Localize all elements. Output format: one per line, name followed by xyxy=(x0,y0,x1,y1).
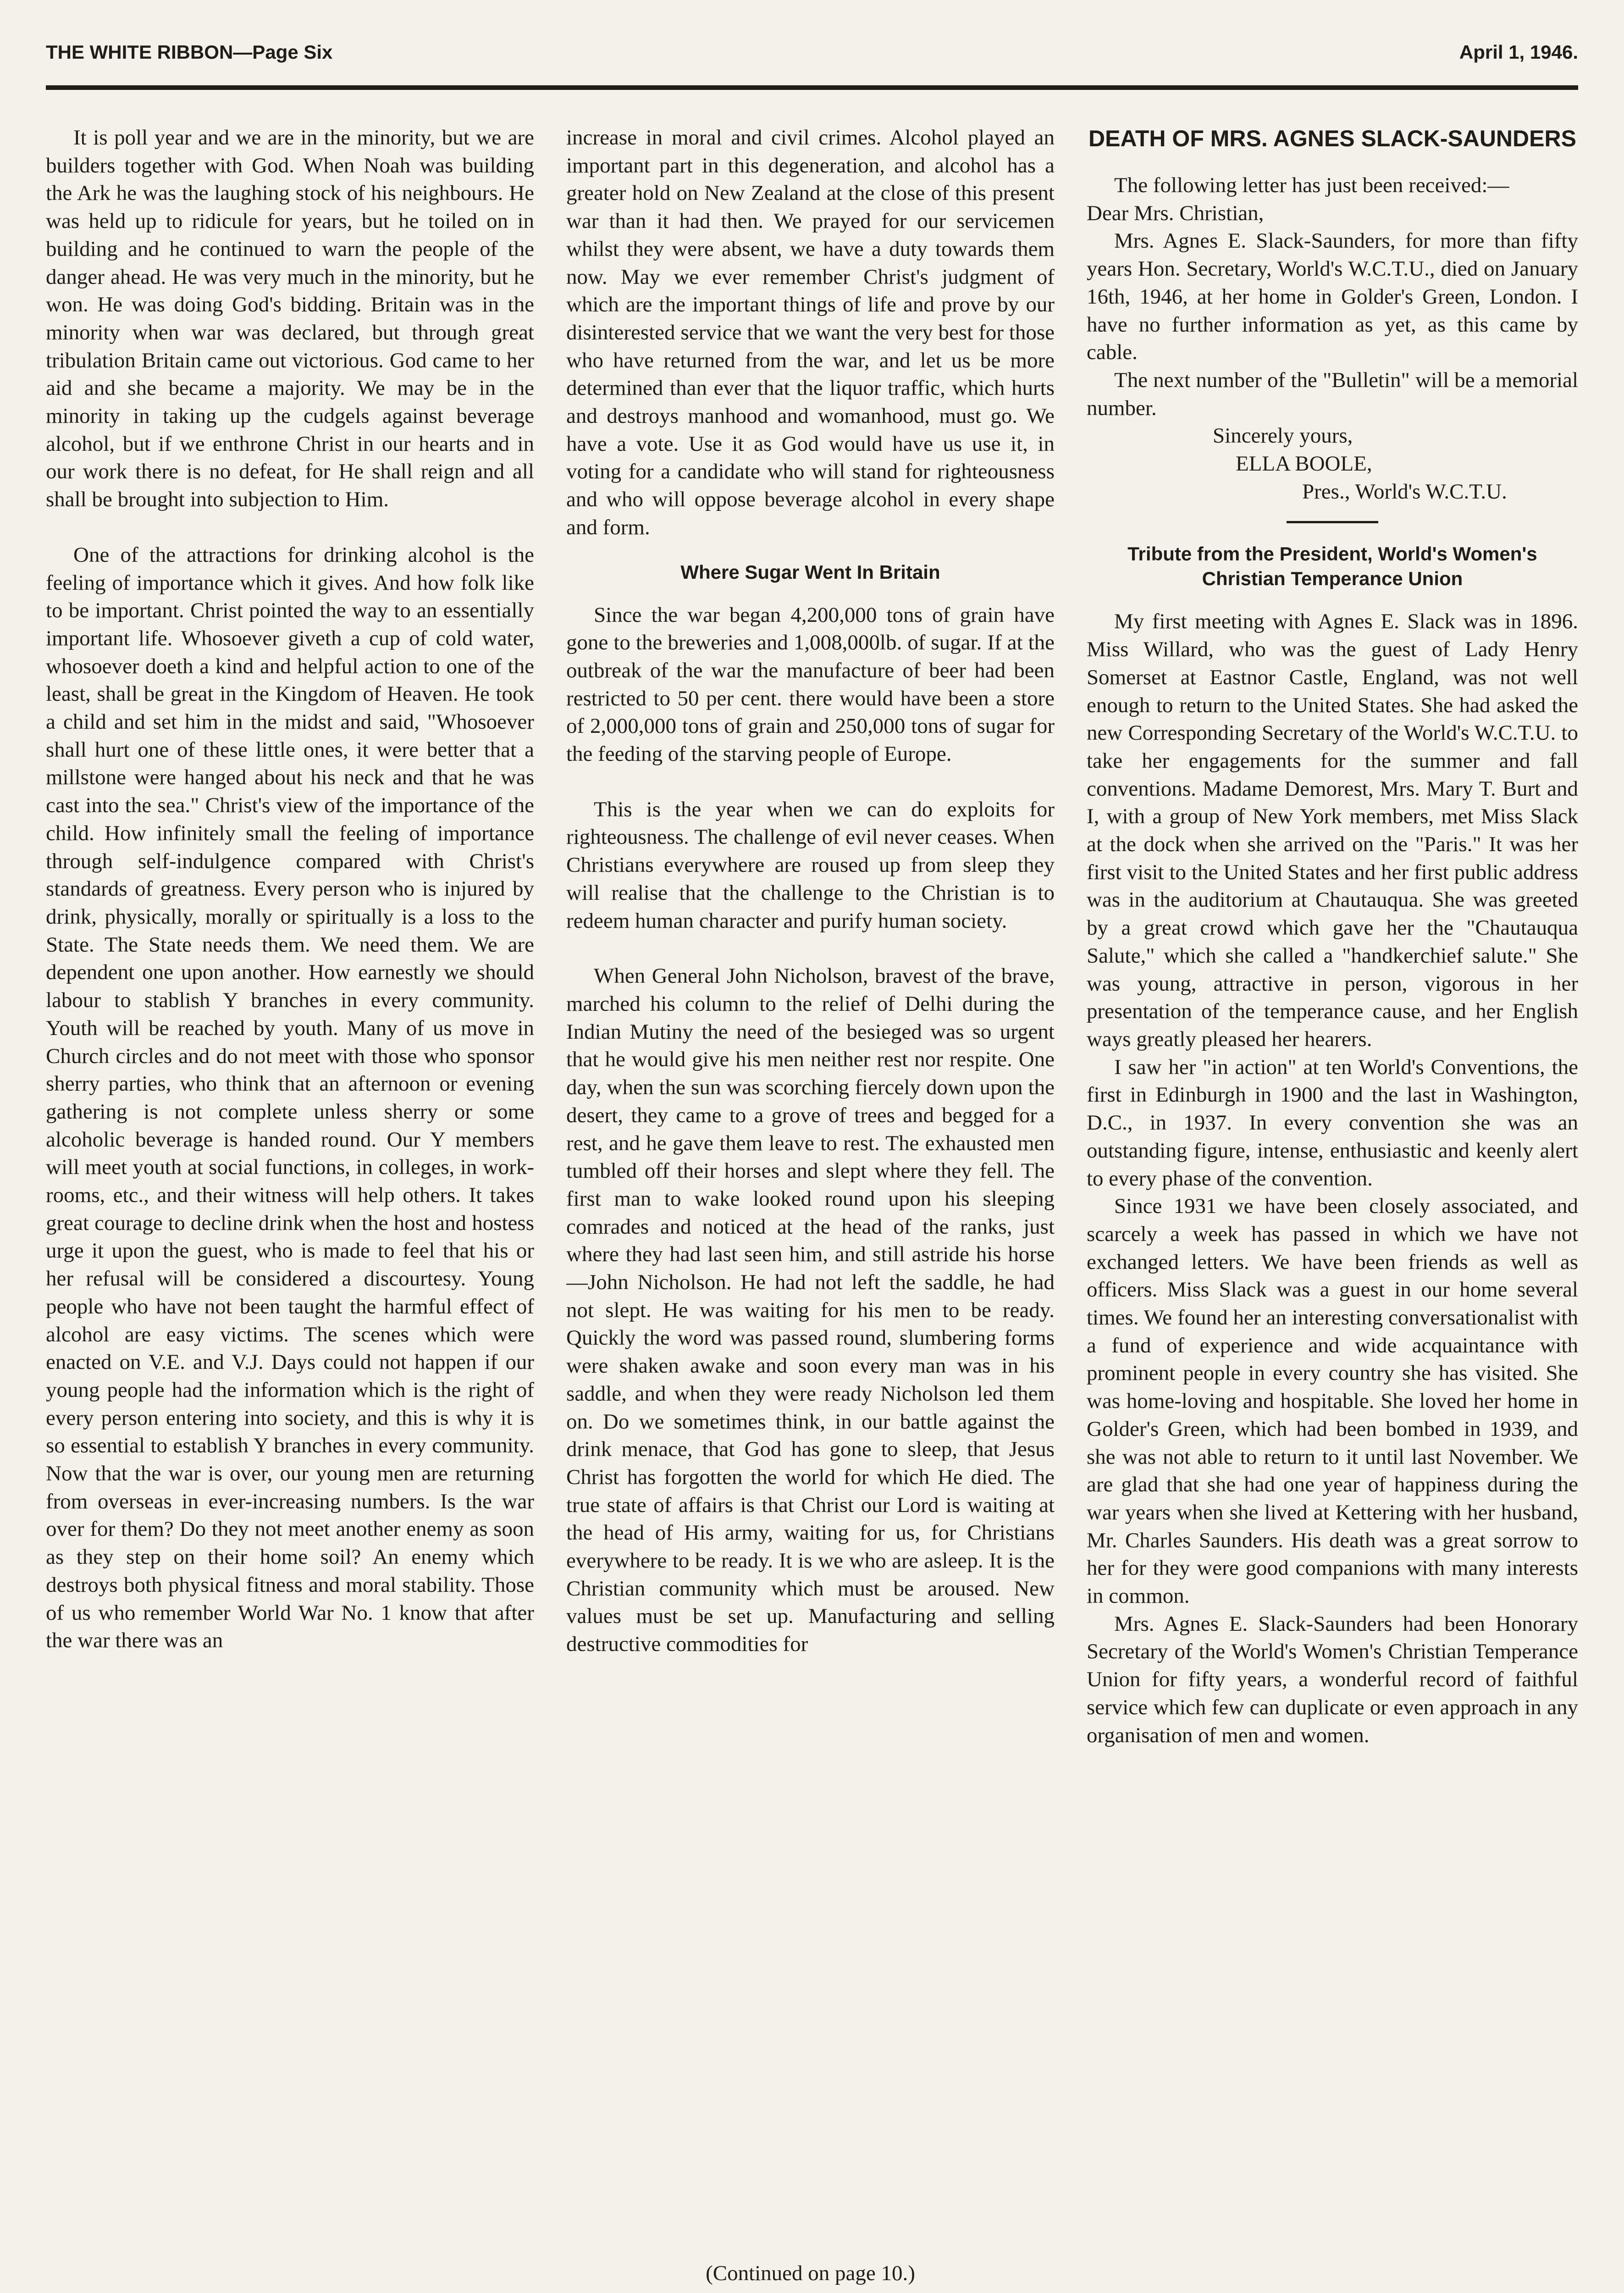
col2-paragraph-2: Since the war began 4,200,000 tons of grain have gone to the breweries and 1,008,000lb. of sugar. If at the outbreak of the war the manufacture of beer had been restricted to 50 per cent. there would have been a store of 2,000,000 tons of grain and 250,000 tons of sugar for the feeding of the starving people of Europe. xyxy=(566,603,1055,766)
letter-salutation: Dear Mrs. Christian, xyxy=(1087,201,1264,225)
col1-paragraph-1: It is poll year and we are in the minority, but we are builders together with God. When Noah was building the Ark he was the laughing stock of his neighbours. He was held up to ridicule for years, but he toiled on in building and he continued to warn the people of the danger ahead. He was very much in the minority, but he won. He was doing God's bidding. Britain was in the minority when war was declared, but through great tribulation Britain came out victorious. God came to her aid and she became a majority. We may be in the minority in taking up the cudgels against beverage alcohol, but if we enthrone Christ in our hearts and in our work there is no defeat, for He shall reign and all shall be brought into subjection to Him. xyxy=(46,126,534,512)
col2-paragraph-4: When General John Nicholson, bravest of the brave, marched his column to the relief of Delhi during the Indian Mutiny the need of the besieged was so urgent that he would give his men neither rest nor respite. One day, when the sun was scorching fiercely down upon the desert, they came to a grove of trees and begged for a rest, and he gave them leave to rest. The exhausted men tumbled off their horses and slept where they fell. The first man to wake looked round upon his sleeping comrades and noticed at the head of the ranks, just where they had last seen him, and still astride his horse—John Nicholson. He had not left the saddle, he had not slept. He was waiting for his men to be ready. Quickly the word was passed round, slumbering forms were shaken awake and soon every man was in his saddle, and when they were ready Nicholson led them on. Do we sometimes think, in our battle against the drink menace, that God has gone to sleep, that Jesus Christ has forgotten the world for which He died. The true state of affairs is that Christ our Lord is waiting at the head of His army, waiting for us, for Christians everywhere to be ready. It is we who are asleep. It is the Christian community which must be aroused. New values must be set up. Manufacturing and selling destructive commodities for xyxy=(566,964,1055,1656)
col3-paragraph-4: My first meeting with Agnes E. Slack was in 1896. Miss Willard, who was the guest of Lady Henry Somerset at Eastnor Castle, England, was not well enough to return to the United States. She had asked the new Corresponding Secretary of the World's W.C.T.U. to take her engagements for the summer and fall conventions. Madame Demorest, Mrs. Mary T. Burt and I, with a group of New York members, met Miss Slack at the dock when she arrived on the "Paris." It was her first visit to the United States and her first public address was in the auditorium at Chautauqua. She was greeted by a great crowd which gave her the "Chautauqua Salute," which she called a "handkerchief salute." She was young, attractive in person, vigorous in her presentation of the temperance cause, and her English ways greatly pleased her hearers. xyxy=(1087,609,1578,1051)
signature-closing: Sincerely yours, xyxy=(1213,424,1353,448)
col1-paragraph-2: One of the attractions for drinking alcohol is the feeling of importance which it gives. And how folk like to be important. Christ pointed the way to an essentially important life. Whosoever giveth a cup of cold water, whosoever doeth a kind and helpful action to one of the least, shall be great in the Kingdom of Heaven. He took a child and set him in the midst and said, "Whosoever shall hurt one of these little ones, it were better that a millstone were hanged about his neck and that he was cast into the sea." Christ's view of the importance of the child. How infinitely small the feeling of importance through self-indulgence compared with Christ's standards of greatness. Every person who is injured by drink, physically, morally or spiritually is a loss to the State. The State needs them. We need them. We are dependent one upon another. How earnestly we should labour to stablish Y branches in every community. Youth will be reached by youth. Many of us move in Church circles and do not meet with those who sponsor sherry parties, who think that an afternoon or evening gathering is not complete unless sherry or some alcoholic beverage is handed round. Our Y members will meet youth at social functions, in colleges, in work-rooms, etc., and their witness will help others. It takes great courage to decline drink when the host and hostess urge it upon the guest, who is made to feel that his or her refusal will be considered a discourtesy. Young people who have not been taught the harmful effect of alcohol are easy victims. The scenes which were enacted on V.E. and V.J. Days could not happen if our young people had the information which is the right of every person entering into society, and this is why it is so essential to establish Y branches in every community. Now that the war is over, our young men are returning from overseas in ever-increasing numbers. Is the war over for them? Do they not meet another enemy as soon as they step on their home soil? An enemy which destroys both physical fitness and moral stability. Those of us who remember World War No. 1 know that after the war there was an xyxy=(46,543,534,1653)
col3-paragraph-7: Mrs. Agnes E. Slack-Saunders had been Honorary Secretary of the World's Women's Christian Temperance Union for fifty years, a wonderful record of faithful service which few can duplicate or even approach in any organisation of men and women. xyxy=(1087,1612,1578,1747)
signature-title: Pres., World's W.C.T.U. xyxy=(1302,479,1507,504)
column-1 xyxy=(46,124,534,2289)
signature-name: ELLA BOOLE, xyxy=(1236,452,1372,476)
col3-paragraph-2: Mrs. Agnes E. Slack-Saunders, for more than fifty years Hon. Secretary, World's W.C.T.U., died on January 16th, 1946, at her home in Golder's Green, London. I have no further information as yet, as this came by cable. xyxy=(1087,229,1578,365)
col3-paragraph-5: I saw her "in action" at ten World's Conventions, the first in Edinburgh in 1900 and the last in Washington, D.C., in 1937. In every convention she was an outstanding figure, intense, enthusiastic and keenly alert to every phase of the convention. xyxy=(1087,1055,1578,1191)
article-title: DEATH OF MRS. AGNES SLACK-SAUNDERS xyxy=(1088,126,1576,151)
col2-paragraph-1: increase in moral and civil crimes. Alcohol played an important part in this degeneration, and alcohol has a greater hold on New Zealand at the close of this present war than it had then. We prayed for our servicemen whilst they were absent, we have a duty towards them now. May we ever remember Christ's judgment of which are the important things of life and prove by our disinterested service that we want the very best for those who have returned from the war, and let us be more determined than ever that the liquor traffic, which hurts and destroys manhood and womanhood, must go. We have a vote. Use it as God would have us use it, in voting for a candidate who will stand for righteousness and who will oppose beverage alcohol in every shape and form. xyxy=(566,126,1055,539)
header-rule xyxy=(46,85,1578,90)
column-2 xyxy=(566,124,1055,2289)
section-divider xyxy=(1287,521,1378,523)
col3-paragraph-3: The next number of the "Bulletin" will be a memorial number. xyxy=(1087,368,1578,420)
column-3 xyxy=(1087,124,1578,2289)
sugar-heading: Where Sugar Went In Britain xyxy=(680,561,940,583)
col3-paragraph-6: Since 1931 we have been closely associated, and scarcely a week has passed in which we have not exchanged letters. We have been friends as well as officers. Miss Slack was a guest in our home several times. We found her an interesting conversationalist with a fund of experience and wide acquaintance with prominent people in every country she has visited. She was home-loving and hospitable. She loved her home in Golder's Green, which had been bombed in 1939, and she was not able to return to it until last November. We are glad that she had one year of happiness during the war years when she lived at Kettering with her husband, Mr. Charles Saunders. His death was a great sorrow to her for they were good companions with many interests in common. xyxy=(1087,1194,1578,1608)
col3-paragraph-1: The following letter has just been received:— xyxy=(1114,173,1509,197)
header-date: April 1, 1946. xyxy=(1459,41,1578,63)
tribute-heading: Tribute from the President, World's Women's Christian Temperance Union xyxy=(1127,543,1537,590)
continued-note: (Continued on page 10.) xyxy=(706,2261,915,2285)
col2-paragraph-3: This is the year when we can do exploits for righteousness. The challenge of evil never ceases. When Christians everywhere are roused up from sleep they will realise that the challenge to the Christian is to redeem human character and purify human society. xyxy=(566,797,1055,933)
page-header xyxy=(46,37,1578,83)
header-publication-title: THE WHITE RIBBON—Page Six xyxy=(46,41,333,63)
